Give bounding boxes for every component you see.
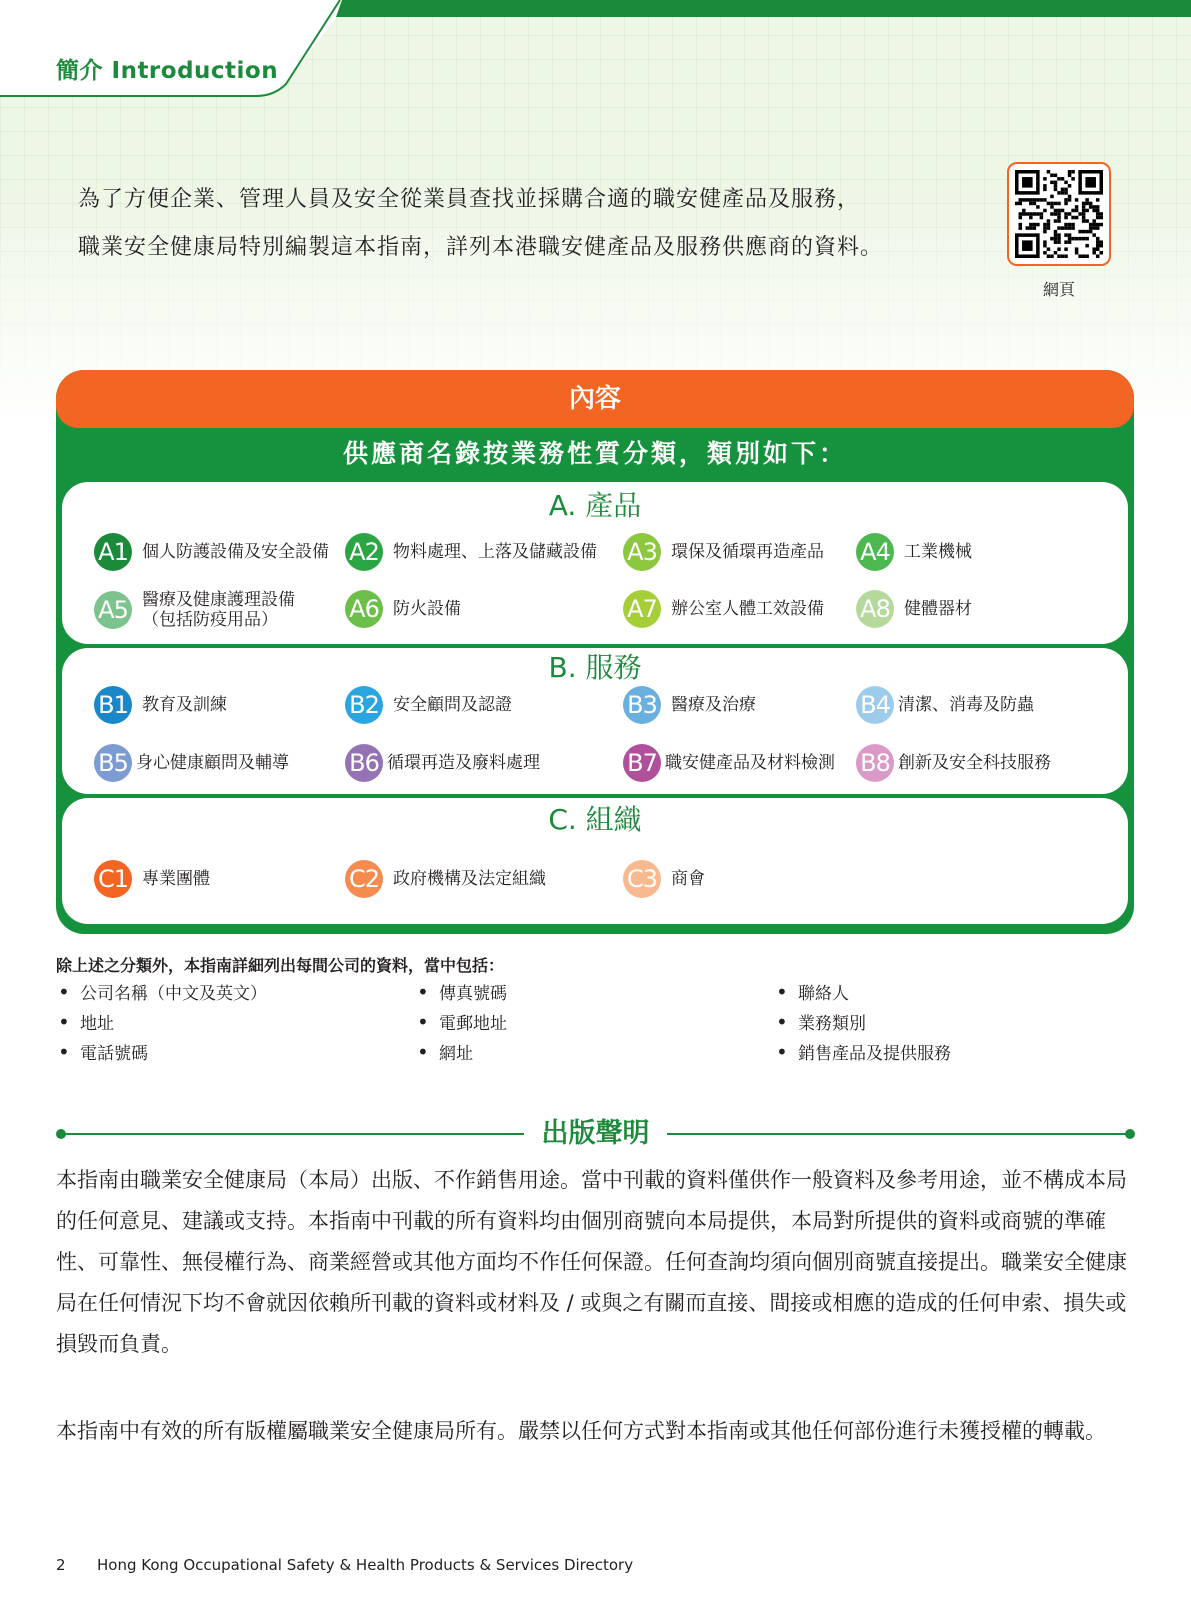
- section-services: [62, 648, 1128, 794]
- details-list: [58, 978, 267, 1068]
- category-badge: A1: [94, 533, 132, 571]
- intro-line: 為了方便企業、管理人員及安全從業員查找並採購合適的職安健產品及服務，: [78, 187, 861, 212]
- category-b8[interactable]: [856, 744, 1051, 782]
- category-label: 防火設備: [393, 599, 461, 619]
- category-badge: A8: [856, 590, 894, 628]
- category-badge: B1: [94, 686, 132, 724]
- category-label: 物料處理、上落及儲藏設備: [393, 542, 597, 562]
- category-a5[interactable]: [94, 590, 295, 630]
- category-badge: C3: [623, 860, 661, 898]
- category-label: 健體器材: [904, 599, 972, 619]
- category-badge: C2: [345, 860, 383, 898]
- category-b3[interactable]: [623, 686, 756, 724]
- category-label: 工業機械: [904, 542, 972, 562]
- section-organisations: [62, 798, 1128, 924]
- category-label: 身心健康顧問及輔導: [136, 753, 289, 773]
- category-badge: A2: [345, 533, 383, 571]
- intro-text: [78, 176, 978, 272]
- list-item: • 業務類別: [776, 1008, 951, 1038]
- category-label: 職安健產品及材料檢測: [665, 753, 835, 773]
- category-badge: B4: [856, 686, 894, 724]
- section-title: C. 組織: [548, 803, 642, 836]
- section-products: [62, 482, 1128, 644]
- intro-line: 職業安全健康局特別編製這本指南，詳列本港職安健產品及服務供應商的資料。: [78, 235, 884, 260]
- category-label-line: （包括防疫用品）: [142, 610, 278, 630]
- category-a2[interactable]: [345, 533, 597, 571]
- category-a8[interactable]: [856, 590, 972, 628]
- category-b2[interactable]: [345, 686, 512, 724]
- qr-code[interactable]: [1007, 162, 1111, 266]
- category-a4[interactable]: [856, 533, 972, 571]
- details-list: [417, 978, 507, 1068]
- category-badge: A7: [623, 590, 661, 628]
- category-c2[interactable]: [345, 860, 546, 898]
- category-label: 安全顧問及認證: [393, 695, 512, 715]
- list-item: • 公司名稱（中文及英文）: [58, 978, 267, 1008]
- category-badge: A6: [345, 590, 383, 628]
- contents-subheading: 供應商名錄按業務性質分類，類別如下：: [342, 439, 847, 468]
- category-a3[interactable]: [623, 533, 824, 571]
- list-item: • 傳真號碼: [417, 978, 507, 1008]
- publication-notice: 本指南由職業安全健康局（本局）出版、不作銷售用途。當中刊載的資料僅供作一般資料及參考用途，並不構成本局的任何意見、建議或支持。本指南中刊載的所有資料均由個別商號向本局提供，本局對所提供的資料或商號的準確性、可靠性、無侵權行為、商業經營或其他方面均不作任何保證。任何查詢均須向個別商號直接提出。職業安全健康局在任何情況下均不會就因依賴所刊載的資料或材料及 / 或與之有關而直接、間接或相應的造成的任何申索、損失或損毀而負責。: [56, 1168, 1127, 1356]
- category-label: 循環再造及廢料處理: [387, 753, 540, 773]
- qr-caption: 網頁: [1042, 280, 1075, 299]
- list-item: • 聯絡人: [776, 978, 951, 1008]
- category-label: 辦公室人體工效設備: [671, 599, 824, 619]
- list-item: • 電話號碼: [58, 1038, 267, 1068]
- section-title: A. 產品: [548, 489, 642, 522]
- category-a1[interactable]: [94, 533, 329, 571]
- category-label: 醫療及治療: [671, 695, 756, 715]
- category-badge: B2: [345, 686, 383, 724]
- list-item: • 銷售產品及提供服務: [776, 1038, 951, 1068]
- category-label-line: 醫療及健康護理設備: [142, 590, 295, 610]
- category-label: 個人防護設備及安全設備: [142, 542, 329, 562]
- list-item: • 網址: [417, 1038, 507, 1068]
- copyright-notice: 本指南中有效的所有版權屬職業安全健康局所有。嚴禁以任何方式對本指南或其他任何部份進行未獲授權的轉載。: [56, 1419, 1106, 1443]
- category-badge: B6: [345, 744, 383, 782]
- contents-box: [56, 370, 1134, 934]
- category-badge: A5: [94, 591, 132, 629]
- list-item: • 地址: [58, 1008, 267, 1038]
- publication-title: 出版聲明: [541, 1118, 650, 1149]
- category-a6[interactable]: [345, 590, 461, 628]
- category-label: 商會: [671, 869, 705, 889]
- category-label: 政府機構及法定組織: [393, 869, 546, 889]
- category-badge: B5: [94, 744, 132, 782]
- category-b5[interactable]: [94, 744, 289, 782]
- category-badge: A4: [856, 533, 894, 571]
- section-title: B. 服務: [548, 651, 642, 684]
- category-c1[interactable]: [94, 860, 210, 898]
- divider-dot: [1125, 1129, 1135, 1139]
- category-badge: B7: [623, 744, 661, 782]
- category-badge: B8: [856, 744, 894, 782]
- category-label: [142, 590, 295, 630]
- category-label: 創新及安全科技服務: [898, 753, 1051, 773]
- category-b6[interactable]: [345, 744, 540, 782]
- category-label: 教育及訓練: [142, 695, 227, 715]
- page-title: 簡介 Introduction: [56, 58, 279, 84]
- category-c3[interactable]: [623, 860, 705, 898]
- list-item: • 電郵地址: [417, 1008, 507, 1038]
- category-badge: C1: [94, 860, 132, 898]
- category-badge: B3: [623, 686, 661, 724]
- details-list: [776, 978, 951, 1068]
- page-number: 2: [56, 1556, 66, 1574]
- category-b1[interactable]: [94, 686, 227, 724]
- category-label: 環保及循環再造產品: [671, 542, 824, 562]
- category-label: 清潔、消毒及防蟲: [898, 695, 1034, 715]
- divider-line: [667, 1133, 1129, 1135]
- category-b4[interactable]: [856, 686, 1034, 724]
- footer-title: Hong Kong Occupational Safety & Health Products & Services Directory: [97, 1556, 634, 1574]
- details-intro: 除上述之分類外，本指南詳細列出每間公司的資料，當中包括：: [56, 956, 505, 975]
- category-b7[interactable]: [623, 744, 835, 782]
- category-a7[interactable]: [623, 590, 824, 628]
- category-badge: A3: [623, 533, 661, 571]
- header-decoration: [0, 0, 1191, 100]
- category-label: 專業團體: [142, 869, 210, 889]
- qr-code-icon: [1015, 170, 1103, 258]
- contents-heading: 內容: [56, 370, 1134, 428]
